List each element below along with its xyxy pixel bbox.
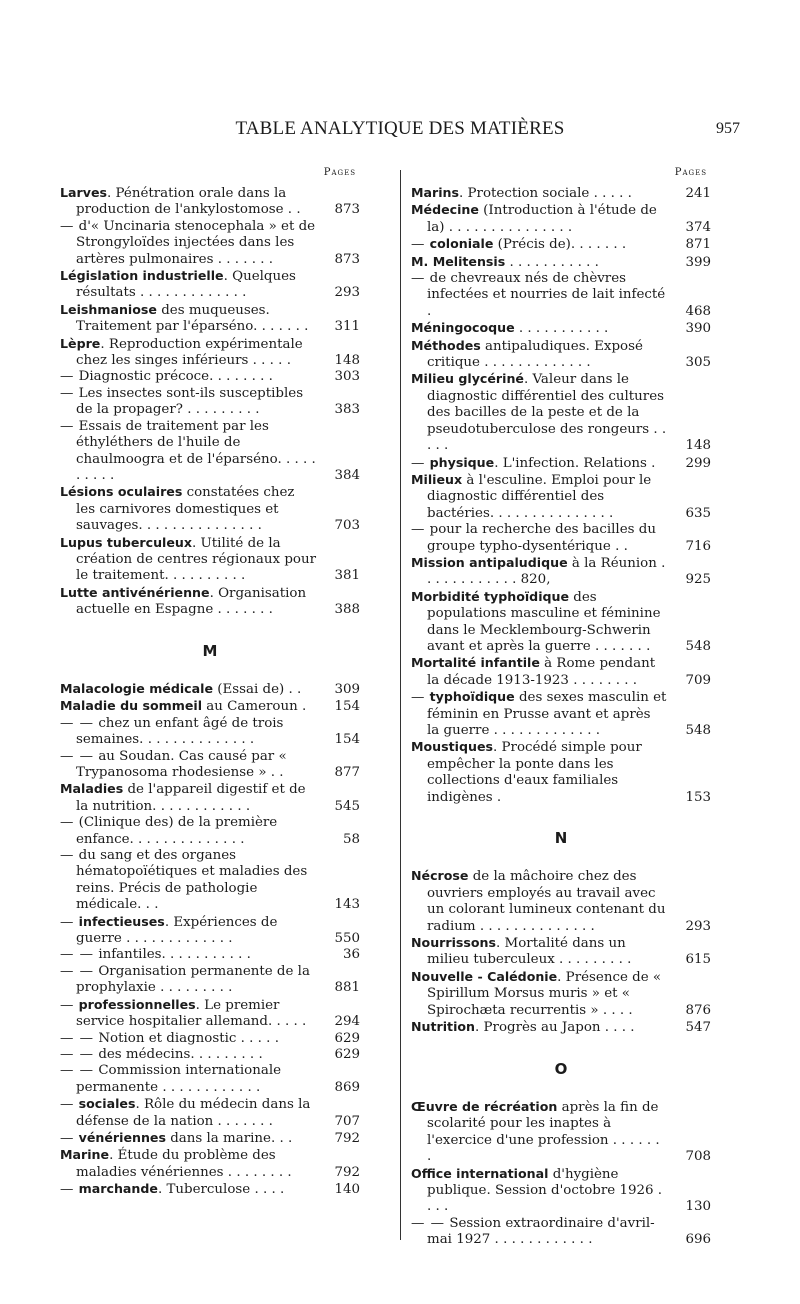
entry-page: 635 [685, 505, 711, 521]
entry-term: Nouvelle - Calédonie [411, 968, 558, 984]
index-entry [60, 681, 360, 698]
entry-dash: — [411, 690, 426, 706]
entry-page: 615 [685, 952, 711, 968]
entry-page: 154 [334, 699, 360, 715]
entry-text: . Protection sociale . . . . . [459, 186, 632, 201]
entry-text: . Quelques résultats . . . . . . . . . . . . . [76, 269, 296, 301]
entry-page: 299 [685, 455, 711, 471]
entry-page: 869 [334, 1079, 360, 1095]
index-entry [60, 1063, 360, 1096]
index-entry [411, 935, 711, 969]
right-column [411, 165, 711, 1249]
entry-term: sociales [78, 1096, 136, 1112]
entry-dash: — [60, 848, 75, 864]
entry-page: 547 [685, 1020, 711, 1036]
section-letter: O [554, 1059, 568, 1078]
entry-page: 140 [334, 1182, 360, 1198]
index-entry [60, 997, 360, 1031]
entry-text: . Progrès au Japon . . . . [475, 1020, 635, 1036]
entry-page: 303 [334, 369, 360, 385]
entry-page: 792 [334, 1164, 360, 1180]
entry-term: Lupus tuberculeux [60, 534, 192, 550]
entry-page: 548 [685, 723, 711, 738]
entry-text: chez un enfant âgé de trois semaines. . . . . . . . . . . . . . [76, 715, 284, 748]
entry-term: marchande [78, 1181, 158, 1197]
entry-page: 309 [334, 681, 360, 697]
index-entry [60, 781, 360, 815]
entry-page: 293 [334, 285, 360, 301]
index-entry [411, 1216, 711, 1249]
entry-page: 384 [334, 467, 360, 483]
entry-text: de l'appareil digestif et de la nutrition. . . . . . . . . . . . [76, 782, 306, 814]
entry-dash: — — [60, 1030, 95, 1046]
entry-page: 545 [334, 798, 360, 814]
entry-text: à l'esculine. Emploi pour le diagnostic différentiel des bactéries. . . . . . . . . . . . . . . [427, 472, 652, 521]
entry-page: 876 [685, 1002, 711, 1018]
entry-text: antipaludiques. Exposé critique . . . . . . . . . . . . . [427, 338, 643, 371]
column-divider [400, 170, 401, 1240]
entry-page: 708 [685, 1149, 711, 1165]
index-entry [411, 1166, 711, 1216]
entry-dash: — [60, 815, 75, 831]
entry-text: à la Réunion . . . . . . . . . . . . 820, [427, 555, 666, 588]
entry-text: Session extraordinaire d'avril-mai 1927 . . . . . . . . . . . . [427, 1215, 655, 1248]
entry-page: 143 [334, 897, 360, 913]
entry-dash: — — [60, 1046, 95, 1062]
index-entry [411, 522, 711, 555]
index-entry [60, 369, 360, 385]
entry-text: des populations masculine et féminine dans le Mecklembourg-Schwerin avant et après la guerre . . . . . . . [427, 589, 661, 654]
entry-page: 925 [685, 572, 711, 588]
entry-text: Diagnostic précoce. . . . . . . . [78, 369, 273, 385]
entry-term: Nourrissons [411, 935, 497, 951]
index-entry [411, 969, 711, 1019]
entry-text: au Cameroun . [202, 699, 307, 715]
entry-text: (Clinique des) de la première enfance. . . . . . . . . . . . . . [76, 815, 278, 847]
entry-text: . . . . . . . . . . . [505, 254, 599, 270]
index-entry [60, 1047, 360, 1063]
index-entry [60, 1147, 360, 1181]
entry-page: 383 [334, 402, 360, 418]
entry-text: pour la recherche des bacilles du groupe typho-dysentérique . . [427, 522, 656, 554]
entry-term: Nutrition [411, 1019, 476, 1035]
entry-term: M. Melitensis [411, 253, 506, 269]
pages-label: Pages [323, 167, 356, 178]
index-entry [411, 1099, 711, 1166]
entry-term: Morbidité typhoïdique [411, 588, 570, 604]
entry-dash: — [60, 997, 75, 1013]
entry-page: 154 [334, 732, 360, 748]
entry-dash: — [60, 385, 75, 401]
entry-text: de la mâchoire chez des ouvriers employés au travail avec un colorant lumineux contenant du radium . . . . . . . . . . . . . . [427, 869, 666, 934]
entry-page: 374 [685, 219, 711, 235]
entry-dash: — — [411, 1215, 446, 1231]
entry-text: . Présence de « Spirillum Morsus muris » et « Spirochæta recurrentis » . . . . [427, 969, 662, 1018]
index-entry [411, 202, 711, 236]
entry-page: 153 [685, 789, 711, 805]
entry-dash: — — [60, 748, 95, 764]
index-entry [411, 689, 711, 739]
entry-page: 703 [334, 518, 360, 534]
entry-dash: — [60, 418, 75, 434]
entry-page: 148 [685, 438, 711, 454]
entry-page: 709 [685, 672, 711, 688]
entry-term: professionnelles [78, 996, 196, 1012]
entry-text: au Soudan. Cas causé par « Trypanosoma rhodesiense » . . [76, 748, 287, 780]
entry-page: 399 [685, 254, 711, 270]
entry-term: Mortalité infantile [411, 655, 540, 671]
entry-text: . Étude du problème des maladies vénériennes . . . . . . . . [76, 1148, 292, 1180]
entry-dash: — — [60, 963, 95, 979]
entry-text: constatées chez les carnivores domestiques et sauvages. . . . . . . . . . . . . . . [76, 485, 295, 534]
index-entry [60, 1130, 360, 1147]
entry-term: Moustiques [411, 739, 494, 755]
index-entry [60, 698, 360, 715]
entry-dash: — [60, 218, 75, 234]
entry-page: 873 [334, 202, 360, 218]
index-entry [411, 371, 711, 454]
index-entry [60, 848, 360, 914]
index-entry [411, 320, 711, 337]
section-letter: M [202, 641, 218, 660]
entry-term: Médecine [411, 202, 479, 218]
entry-term: Maladie du sommeil [60, 698, 203, 714]
index-entry [60, 302, 360, 336]
entry-text: . Mortalité dans un milieu tuberculeux . . . . . . . . . [427, 936, 632, 968]
entry-term: Lèpre [60, 335, 101, 351]
index-entry [60, 219, 360, 268]
index-entry [60, 386, 360, 419]
entry-dash: — [60, 1097, 75, 1113]
entry-term: infectieuses [78, 913, 165, 929]
page-number: 957 [716, 120, 740, 137]
entry-dash: — [411, 271, 426, 287]
index-entry [411, 655, 711, 689]
entry-text: du sang et des organes hématopoïétiques et maladies des reins. Précis de pathologie médicale. . . [76, 848, 308, 913]
index-entry [60, 914, 360, 948]
entry-text: . Le premier service hospitalier allemand. . . . . [76, 997, 307, 1030]
entry-page: 716 [685, 538, 711, 554]
index-entry [411, 555, 711, 589]
entry-term: Nécrose [411, 868, 469, 884]
entry-text: (Essai de) . . [213, 681, 302, 697]
entry-page: 148 [334, 353, 360, 369]
index-entry [411, 338, 711, 372]
index-entry [411, 1019, 711, 1036]
entry-term: Méthodes [411, 337, 481, 353]
entry-page: 130 [685, 1199, 711, 1215]
entry-term: Leishmaniose [60, 301, 157, 317]
entry-text: d'« Uncinaria stenocephala » et de Strongyloïdes injectées dans les artères pulmonaires . . . . . . . [76, 218, 316, 267]
entry-page: 388 [334, 602, 360, 618]
entry-term: Malacologie médicale [60, 680, 214, 696]
entry-text: Commission internationale permanente . . . . . . . . . . . . [76, 1063, 282, 1095]
entry-text: . Valeur dans le diagnostic différentiel des cultures des bacilles de la peste et de la pseudotuberculose des rongeurs . . . . . [427, 372, 667, 454]
entry-dash: — [60, 369, 75, 385]
index-entry [60, 964, 360, 997]
entry-term: Office international [411, 1165, 549, 1181]
running-title: TABLE ANALYTIQUE DES MATIÈRES [235, 118, 565, 139]
entry-page: 792 [334, 1130, 360, 1146]
index-entry [411, 185, 711, 202]
entry-text: des muqueuses. Traitement par l'éparséno. . . . . . . [76, 302, 309, 335]
entry-page: 871 [685, 237, 711, 253]
entry-page: 293 [685, 918, 711, 934]
index-entry [411, 472, 711, 522]
entry-text: . Utilité de la création de centres régionaux pour le traitement. . . . . . . . . . [76, 535, 316, 584]
index-entry [411, 236, 711, 253]
entry-term: Législation industrielle [60, 268, 224, 284]
left-column [60, 165, 360, 1199]
index-entry [60, 185, 360, 219]
entry-text: d'hygiène publique. Session d'octobre 1926 . . . . [427, 1166, 663, 1215]
entry-text: . Procédé simple pour empêcher la ponte dans les collections d'eaux familiales indigènes . [427, 740, 642, 805]
entry-page: 36 [342, 947, 360, 963]
entry-page: 629 [334, 1030, 360, 1046]
index-entry [411, 455, 711, 472]
entry-page: 390 [685, 321, 711, 337]
index-entry [411, 271, 711, 320]
index-entry [411, 254, 711, 271]
entry-page: 58 [342, 831, 360, 847]
entry-dash: — — [60, 715, 95, 731]
index-entry [411, 589, 711, 656]
entry-page: 311 [334, 319, 360, 335]
entry-text: à Rome pendant la décade 1913-1923 . . . . . . . . [427, 656, 656, 688]
entry-dash: — [60, 1182, 75, 1198]
index-entry [60, 947, 360, 963]
entry-term: Méningocoque [411, 320, 515, 336]
entry-dash: — — [60, 947, 95, 963]
entry-text: de chevreaux nés de chèvres infectées et nourries de lait infecté . [427, 271, 666, 319]
entry-term: Lésions oculaires [60, 484, 183, 500]
entry-term: Marins [411, 185, 460, 200]
entry-term: vénériennes [78, 1129, 166, 1145]
entry-text: Organisation permanente de la prophylaxie . . . . . . . . . [76, 963, 310, 996]
index-entry [60, 815, 360, 848]
entry-page: 381 [334, 568, 360, 584]
entry-page: 881 [334, 980, 360, 996]
entry-text: . Expériences de guerre . . . . . . . . . . . . . [76, 914, 278, 947]
entry-term: Œuvre de récréation [411, 1098, 558, 1114]
entry-text: Les insectes sont-ils susceptibles de la propager? . . . . . . . . . [76, 385, 304, 418]
entry-page: 877 [334, 765, 360, 780]
entry-page: 873 [334, 251, 360, 267]
entry-text: des sexes masculin et féminin en Prusse avant et après la guerre . . . . . . . . . . . . . [427, 690, 667, 738]
entry-term: Milieux [411, 471, 463, 487]
entry-term: Maladies [60, 781, 124, 797]
entry-text: Essais de traitement par les éthyléthers de l'huile de chaulmoogra et de l'éparséno. . . . . . . . . . [76, 418, 316, 483]
entry-page: 550 [334, 931, 360, 947]
entry-term: Lutte antivénérienne [60, 584, 210, 600]
pages-label: Pages [674, 167, 707, 178]
entry-text: . Reproduction expérimentale chez les singes inférieurs . . . . . [76, 336, 303, 369]
section-letter: N [554, 829, 568, 848]
entry-term: Larves [60, 185, 107, 200]
entry-text: des médecins. . . . . . . . . [98, 1046, 263, 1062]
entry-dash: — [411, 237, 426, 253]
entry-text: (Précis de). . . . . . . [493, 237, 627, 253]
entry-term: Mission antipaludique [411, 554, 568, 570]
entry-dash: — — [60, 1063, 95, 1079]
entry-text: . Pénétration orale dans la production de l'ankylostomose . . [76, 186, 301, 218]
entry-text: . . . . . . . . . . . [514, 321, 609, 337]
entry-dash: — [60, 1130, 75, 1146]
entry-page: 294 [334, 1014, 360, 1030]
entry-page: 305 [685, 355, 711, 371]
entry-text: (Introduction à l'étude de la) . . . . . . . . . . . . . . . [427, 203, 657, 235]
entry-term: physique [429, 454, 495, 470]
entry-page: 468 [685, 303, 711, 319]
entry-term: typhoïdique [429, 689, 515, 705]
entry-page: 696 [685, 1232, 711, 1248]
index-entry [60, 419, 360, 485]
entry-term: Milieu glycériné [411, 371, 524, 387]
index-entry [60, 749, 360, 782]
entry-text: dans la marine. . . [165, 1130, 293, 1146]
index-entry [60, 535, 360, 585]
entry-text: . Tuberculose . . . . [157, 1182, 285, 1198]
entry-dash: — [411, 455, 426, 471]
entry-page: 707 [334, 1113, 360, 1129]
entry-term: Marine [60, 1147, 110, 1163]
entry-text: . L'infection. Relations . [494, 455, 656, 471]
entry-dash: — [411, 522, 426, 538]
entry-dash: — [60, 914, 75, 930]
index-entry [60, 1181, 360, 1198]
page-header [60, 118, 740, 148]
index-entry [60, 716, 360, 749]
entry-text: infantiles. . . . . . . . . . . [98, 947, 251, 963]
index-entry [60, 268, 360, 302]
entry-page: 629 [334, 1046, 360, 1062]
index-entry [60, 1031, 360, 1047]
entry-text: . Organisation actuelle en Espagne . . . . . . . [76, 585, 307, 618]
index-entry [411, 868, 711, 935]
index-entry [411, 739, 711, 806]
entry-text: Notion et diagnostic . . . . . [98, 1030, 279, 1046]
entry-page: 241 [685, 186, 711, 201]
index-entry [60, 1096, 360, 1130]
index-entry [60, 585, 360, 619]
entry-text: . Rôle du médecin dans la défense de la nation . . . . . . . [76, 1097, 311, 1129]
entry-term: coloniale [429, 236, 494, 252]
entry-page: 548 [685, 638, 711, 654]
index-entry [60, 484, 360, 534]
index-entry [60, 336, 360, 370]
entry-text: après la fin de scolarité pour les inaptes à l'exercice d'une profession . . . . . . . [427, 1099, 660, 1165]
